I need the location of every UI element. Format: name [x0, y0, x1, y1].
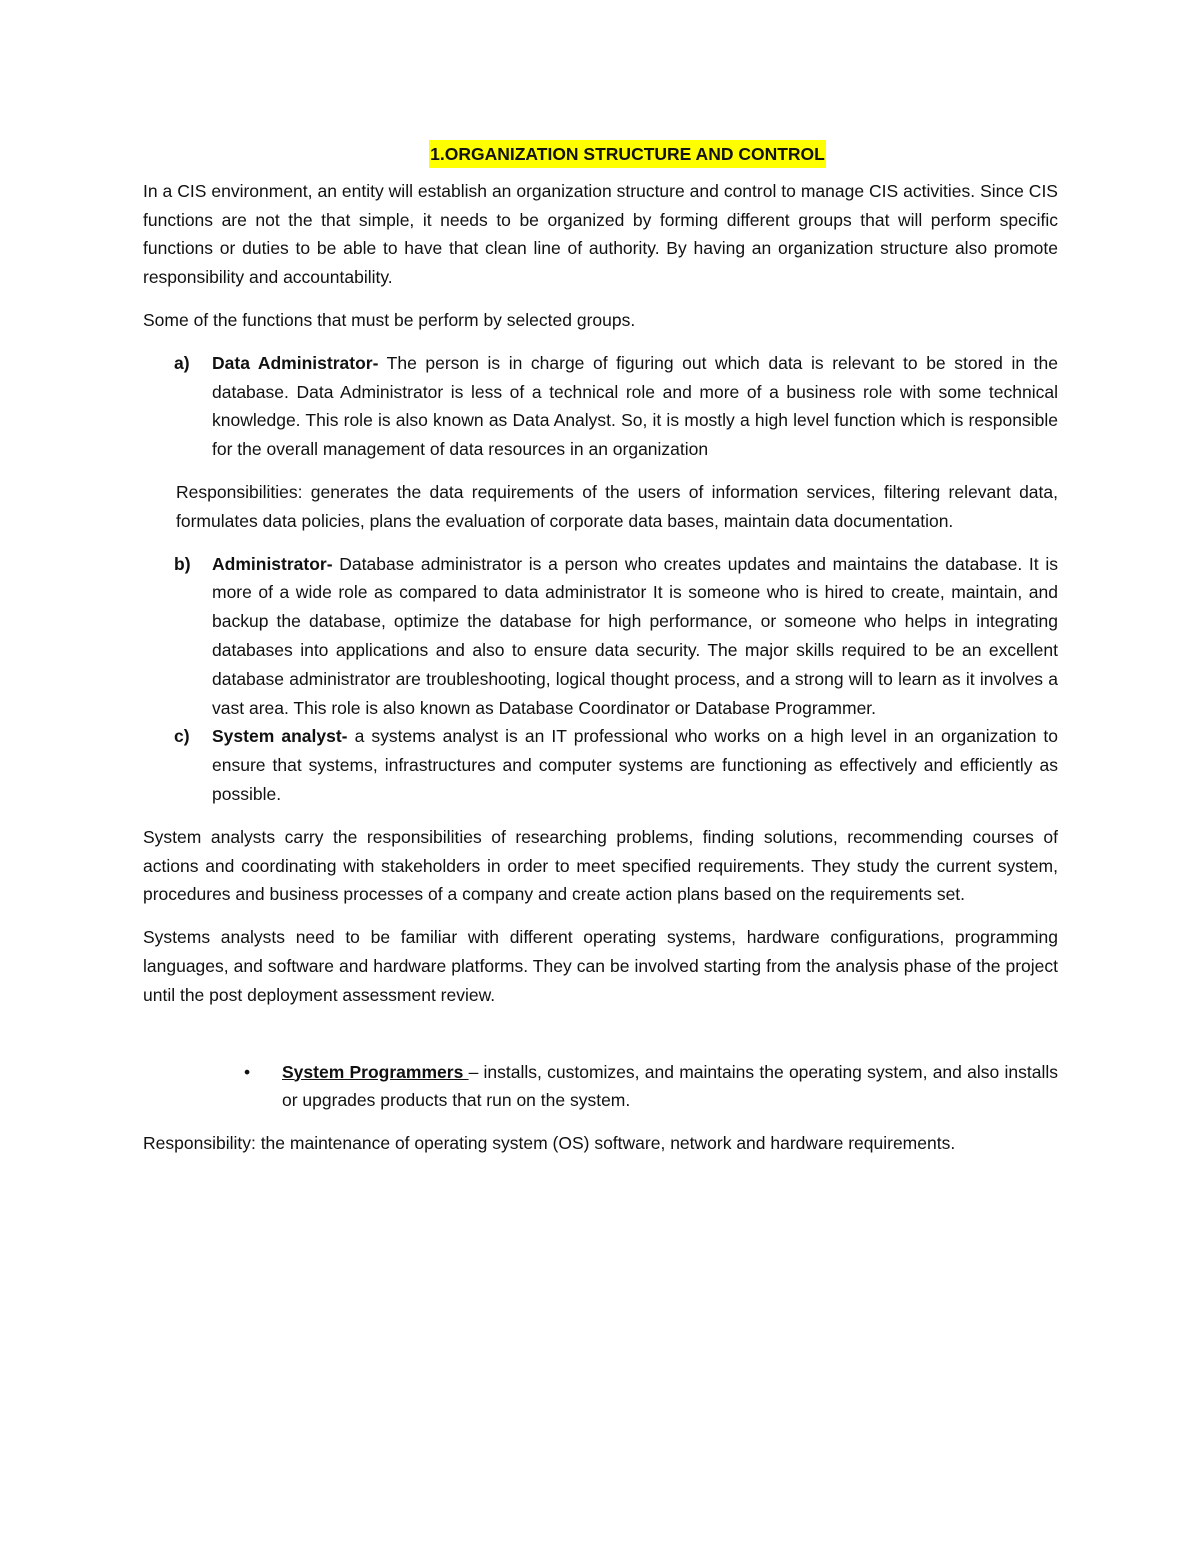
- analyst-paragraph-2: Systems analysts need to be familiar with different operating systems, hardware configurations, programming languages, and software and hardware platforms. They can be involved starting from the analysis phase of the project until the post deployment assessment review.: [143, 927, 1058, 1005]
- analyst-paragraph-1: System analysts carry the responsibilities of researching problems, finding solutions, recommending courses of actions and coordinating with stakeholders in order to meet specified requirements. They study the current system, procedures and business processes of a company and create action plans based on the requirements set.: [143, 826, 1058, 905]
- list-marker: b): [174, 553, 191, 574]
- list-item-term: System analyst-: [212, 726, 348, 747]
- bullet-item-system-programmers: [143, 1058, 1058, 1116]
- list-item-text: The person is in charge of figuring out which data is relevant to be stored in the database. Data Administrator is less of a technical role and more of a business role with some technical knowledge. This role is also known as Data Analyst. So, it is mostly a high level function which is responsible for the overall management of data resources in an organization: [212, 352, 1058, 460]
- list-marker: c): [174, 726, 190, 747]
- list-item-system-analyst: [143, 722, 1058, 808]
- list-item-term: Administrator-: [212, 553, 333, 574]
- bullet-text: – installs, customizes, and maintains the operating system, and also installs or upgrades products that run on the system.: [282, 1061, 1058, 1111]
- bullet-icon: •: [244, 1061, 251, 1082]
- document-title: 1.ORGANIZATION STRUCTURE AND CONTROL: [429, 140, 826, 168]
- intro-paragraph: In a CIS environment, an entity will establish an organization structure and control to manage CIS activities. Since CIS functions are not the that simple, it needs to be organized by forming different groups that will perform specific functions or duties to be able to have that clean line of authority. By having an organization structure also promote responsibility and accountability.: [143, 180, 1058, 288]
- data-admin-responsibilities-paragraph: Responsibilities: generates the data requirements of the users of information services, filtering relevant data, formulates data policies, plans the evaluation of corporate data bases, maintain data documentation.: [176, 481, 1058, 531]
- list-item-term: Data Administrator-: [212, 352, 379, 373]
- list-item-text: a systems analyst is an IT professional who works on a high level in an organization to ensure that systems, infrastructures and computer systems are functioning as effectively and efficiently as possible.: [212, 726, 1058, 804]
- list-marker: a): [174, 352, 190, 373]
- list-item-text: Database administrator is a person who creates updates and maintains the database. It is more of a wide role as compared to data administrator It is someone who is hired to create, maintain, and backup the database, optimize the database for high performance, or someone who helps in integrating databases into applications and also to ensure data security. The major skills required to be an excellent database administrator are troubleshooting, logical thought process, and a strong will to learn as it involves a vast area. This role is also known as Database Coordinator or Database Programmer.: [212, 553, 1058, 718]
- title-block: [143, 140, 1058, 169]
- list-item-data-administrator: [143, 349, 1058, 464]
- functions-intro-paragraph: Some of the functions that must be perform by selected groups.: [143, 309, 636, 330]
- programmer-responsibility-paragraph: Responsibility: the maintenance of operating system (OS) software, network and hardware requirements.: [143, 1133, 956, 1154]
- document-page: [143, 140, 1058, 1172]
- bullet-term: System Programmers: [282, 1061, 469, 1082]
- list-item-administrator: [143, 550, 1058, 723]
